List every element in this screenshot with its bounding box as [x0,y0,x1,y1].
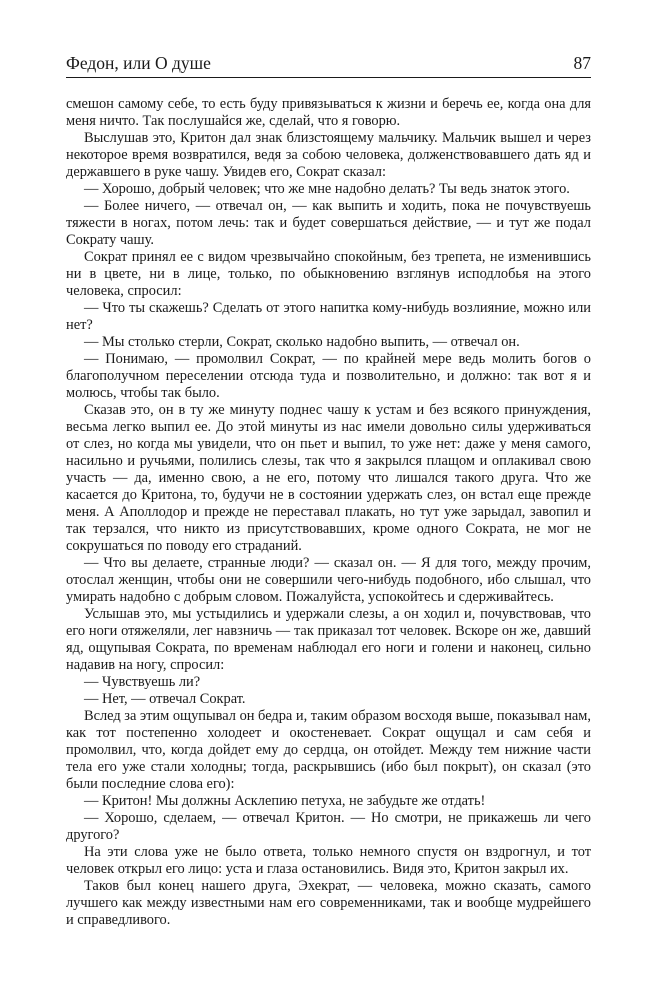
dialogue-line: — Понимаю, — промолвил Сократ, — по крайней мере ведь молить богов о благополучном переселении отсюда туда и позволительно, и должно: так вот я и молюсь, чтобы так было. [66,351,591,401]
running-title: Федон, или О душе [66,53,211,73]
dialogue-line: — Хорошо, сделаем, — отвечал Критон. — Но смотри, не прикажешь ли чего другого? [66,810,591,843]
paragraph: На эти слова уже не было ответа, только немного спустя он вздрогнул, и тот человек открыл его лицо: уста и глаза остановились. Видя это, Критон закрыл их. [66,844,591,877]
page-number: 87 [573,53,591,73]
paragraph: Таков был конец нашего друга, Эхекрат, — человека, можно сказать, самого лучшего как между известными нам его современниками, так и вообще мудрейшего и справедливого. [66,878,591,928]
dialogue-line: — Чувствуешь ли? [84,674,201,690]
paragraph: Услышав это, мы устыдились и удержали слезы, а он ходил и, почувствовав, что его ноги отяжеляли, лег навзничь — так приказал тот человек. Вскоре он же, давший яд, ощупывая Сократа, по временам наблюдал его ноги и голени и наконец, сильно надавив на ногу, спросил: [66,606,591,673]
running-header [66,53,591,78]
dialogue-line: — Критон! Мы должны Асклепию петуха, не забудьте же отдать! [84,793,486,809]
page-body [66,96,591,929]
dialogue-line: — Что ты скажешь? Сделать от этого напитка кому-нибудь возлияние, можно или нет? [66,300,591,333]
dialogue-line: — Хорошо, добрый человек; что же мне надобно делать? Ты ведь знаток этого. [84,181,570,197]
dialogue-line: — Что вы делаете, странные люди? — сказал он. — Я для того, между прочим, отослал женщин, чтобы они не совершили чего-нибудь подобного, ибо слышал, что умирать надобно с добрым словом. Пожалуйста, успокойтесь и сдерживайтесь. [66,555,591,605]
dialogue-line: — Мы столько стерли, Сократ, сколько надобно выпить, — отвечал он. [84,334,520,350]
dialogue-line: — Нет, — отвечал Сократ. [84,691,246,707]
paragraph: Сократ принял ее с видом чрезвычайно спокойным, без трепета, не изменившись ни в цвете, ни в лице, только, по обыкновению взглянув исподлобья на этого человека, спросил: [66,249,591,299]
dialogue-line: — Более ничего, — отвечал он, — как выпить и ходить, пока не почувствуешь тяжести в ногах, потом лечь: так и будет совершаться действие, — и тут же подал Сократу чашу. [66,198,591,248]
paragraph: смешон самому себе, то есть буду привязываться к жизни и беречь ее, когда она для меня ничто. Так послушайся же, сделай, что я говорю. [66,96,591,129]
paragraph: Сказав это, он в ту же минуту поднес чашу к устам и без всякого принуждения, весьма легко выпил ее. До этой минуты из нас имели довольно силы удерживаться от слез, но когда мы увидели, что он пьет и выпил, то уже нет: даже у меня самого, насильно и ручьями, полились слезы, так что я закрылся плащом и оплакивал свою участь — да, именно свою, а не его, потому что лишался такого друга. Что же касается до Критона, то, будучи не в состоянии удержать слез, он встал еще прежде меня. А Аполлодор и прежде не переставал плакать, но тут уже зарыдал, завопил и так терзался, что никто из присутствовавших, кроме одного Сократа, не мог не сокрушаться по поводу его страданий. [66,402,591,554]
paragraph: Выслушав это, Критон дал знак близстоящему мальчику. Мальчик вышел и через некоторое время возвратился, ведя за собою человека, долженствовавшего дать яд и державшего в руке чашу. Увидев его, Сократ сказал: [66,130,591,180]
paragraph: Вслед за этим ощупывал он бедра и, таким образом восходя выше, показывал нам, как тот постепенно холодеет и окостеневает. Сократ ощущал и сам себя и промолвил, что, когда дойдет ему до сердца, он отойдет. Между тем нижние части тела его уже стали холодны; тогда, раскрывшись (ибо был покрыт), он сказал (это были последние слова его): [66,708,592,792]
